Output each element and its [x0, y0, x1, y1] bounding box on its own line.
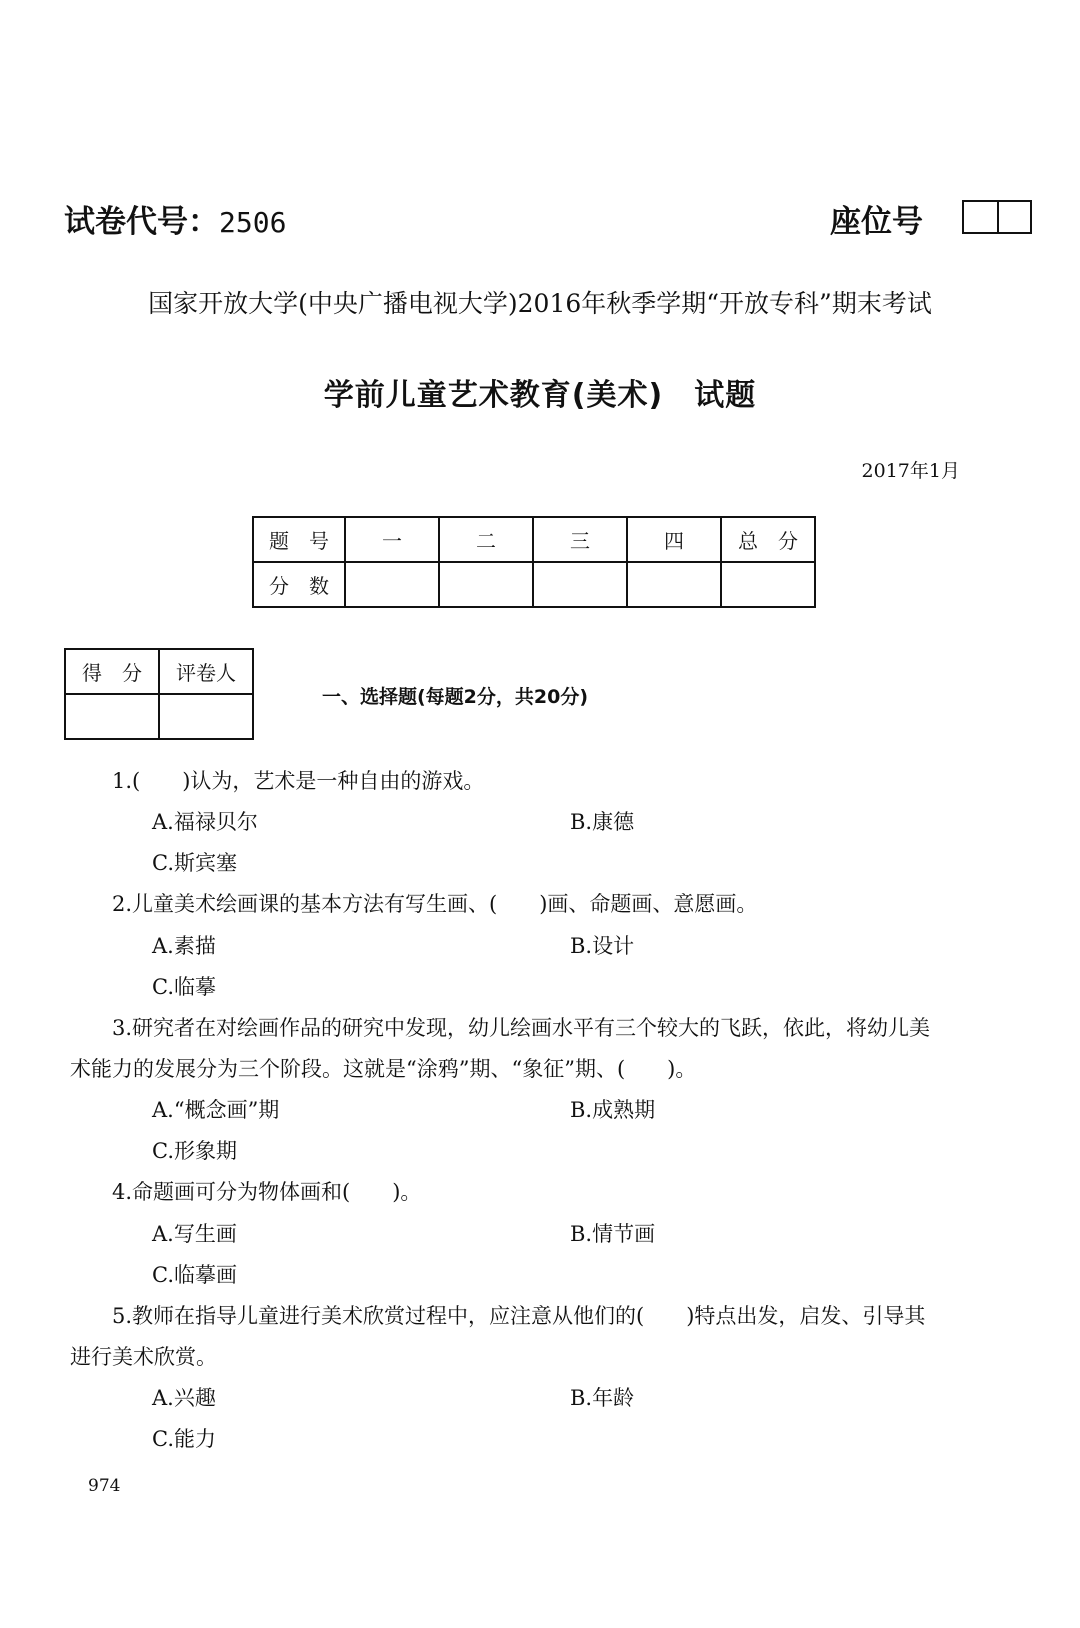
score-table — [252, 516, 816, 608]
score-cell — [721, 562, 815, 607]
score-cell — [533, 562, 627, 607]
score-header-cell: 四 — [627, 517, 721, 562]
question-3: 3.研究者在对绘画作品的研究中发现，幼儿绘画水平有三个较大的飞跃，依此，将幼儿美 — [112, 1016, 931, 1040]
question-3-option-a: A.“概念画”期 — [152, 1098, 280, 1122]
grader-score-cell — [65, 694, 159, 739]
question-4-option-a: A.写生画 — [152, 1222, 237, 1246]
exam-heading: 国家开放大学(中央广播电视大学)2016年秋季学期“开放专科”期末考试 — [148, 289, 932, 318]
seat-number-box — [962, 200, 1032, 234]
grader-name-header: 评卷人 — [159, 649, 253, 694]
question-5-option-a: A.兴趣 — [152, 1386, 216, 1410]
exam-title: 学前儿童艺术教育(美术) 试题 — [323, 378, 757, 413]
question-5: 5.教师在指导儿童进行美术欣赏过程中，应注意从他们的( )特点出发，启发、引导其 — [112, 1304, 926, 1328]
question-1: 1.( )认为，艺术是一种自由的游戏。 — [112, 769, 485, 793]
question-4-option-b: B.情节画 — [570, 1222, 656, 1246]
page-number: 974 — [88, 1476, 121, 1496]
score-table-score-row — [253, 562, 815, 607]
grader-name-cell — [159, 694, 253, 739]
seat-number-cell — [964, 202, 997, 232]
seat-number-cell — [997, 202, 1032, 232]
score-cell — [439, 562, 533, 607]
score-cell — [345, 562, 439, 607]
grader-table — [64, 648, 254, 740]
score-header-cell: 一 — [345, 517, 439, 562]
paper-code-label: 试卷代号： — [64, 204, 219, 240]
exam-date: 2017年1月 — [861, 460, 960, 482]
score-table-header-row — [253, 517, 815, 562]
question-2-option-a: A.素描 — [152, 934, 216, 958]
question-1-option-a: A.福禄贝尔 — [152, 810, 258, 834]
question-5-option-c: C.能力 — [152, 1427, 216, 1451]
question-5-option-b: B.年龄 — [570, 1386, 635, 1410]
question-3-option-b: B.成熟期 — [570, 1098, 656, 1122]
paper-code — [64, 196, 286, 241]
seat-number-label: 座位号 — [830, 204, 923, 240]
question-2-option-c: C.临摹 — [152, 975, 216, 999]
question-5-continuation: 进行美术欣赏。 — [70, 1345, 217, 1369]
section-title: 一、选择题(每题2分，共20分) — [322, 686, 589, 708]
score-header-cell: 二 — [439, 517, 533, 562]
score-header-cell: 总 分 — [721, 517, 815, 562]
question-3-continuation: 术能力的发展分为三个阶段。这就是“涂鸦”期、“象征”期、( )。 — [70, 1057, 697, 1081]
score-cell — [627, 562, 721, 607]
grader-score-header: 得 分 — [65, 649, 159, 694]
score-header-cell: 题 号 — [253, 517, 345, 562]
question-1-option-b: B.康德 — [570, 810, 635, 834]
score-row-label: 分 数 — [253, 562, 345, 607]
question-2-option-b: B.设计 — [570, 934, 635, 958]
question-1-option-c: C.斯宾塞 — [152, 851, 237, 875]
question-3-option-c: C.形象期 — [152, 1139, 237, 1163]
question-4: 4.命题画可分为物体画和( )。 — [112, 1180, 422, 1204]
question-4-option-c: C.临摹画 — [152, 1263, 237, 1287]
question-2: 2.儿童美术绘画课的基本方法有写生画、( )画、命题画、意愿画。 — [112, 892, 758, 916]
paper-code-value: 2506 — [219, 206, 287, 239]
score-header-cell: 三 — [533, 517, 627, 562]
